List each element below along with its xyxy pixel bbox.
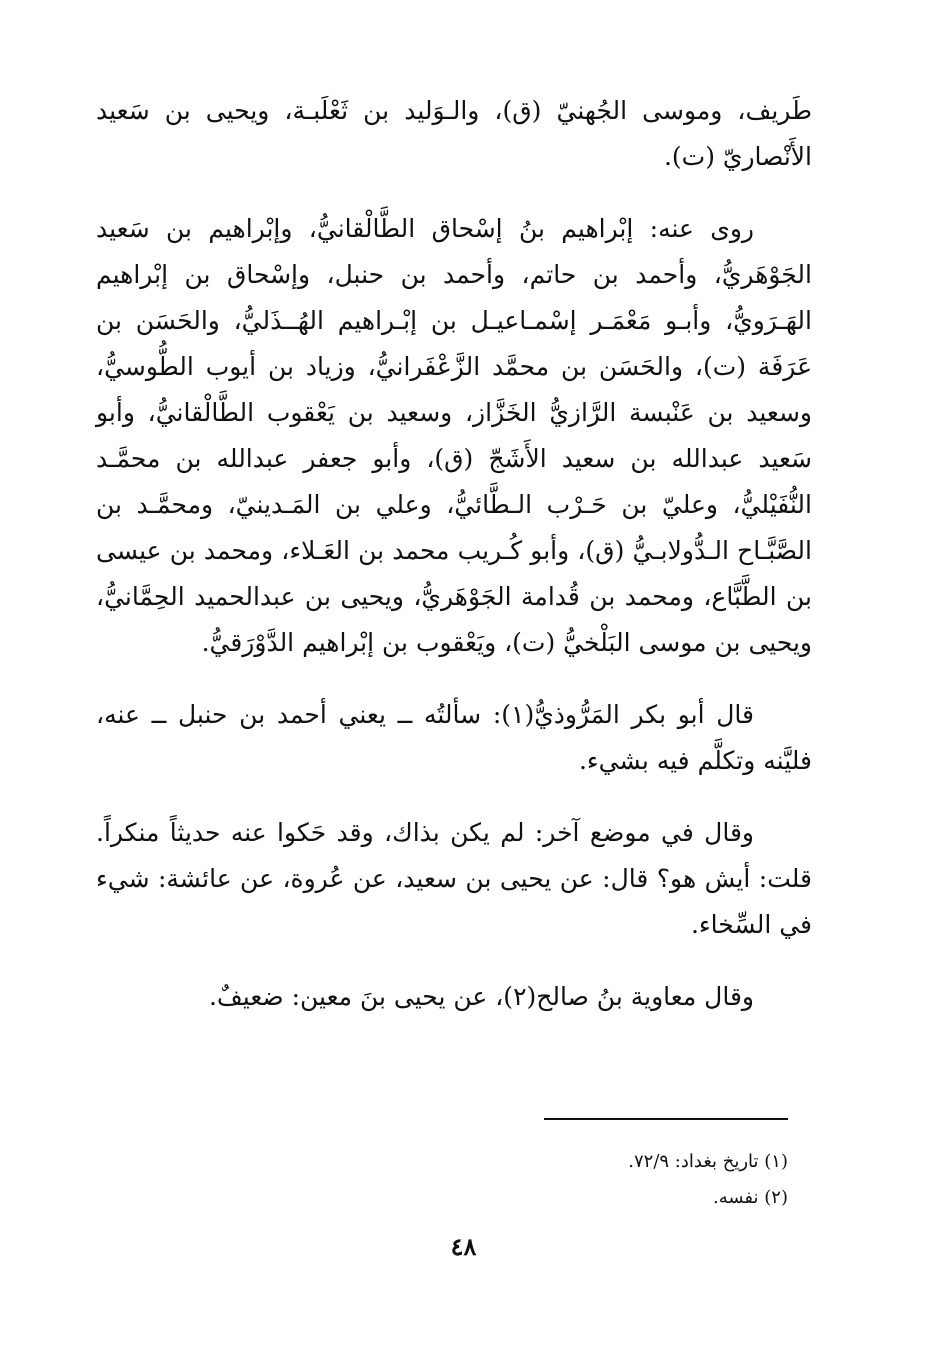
paragraph-marwazi-quote: قال أبو بكر المَرُّوذيُّ(١): سألتُه ــ يعني أحمد بن حنبل ــ عنه، فليَّنه وتكلَّم فيه بشيء.	[96, 700, 812, 775]
paragraph-continuation: طَريف، وموسى الجُهنيّ (ق)، والـوَليد بن ثَعْلَبـة، ويحيى بن سَعيد الأَنْصاريّ (ت).	[96, 96, 812, 171]
footnote-divider	[544, 1118, 788, 1120]
footnote-2: (٢) نفسه.	[713, 1187, 788, 1208]
page-number: ٤٨	[450, 1232, 477, 1261]
paragraph-narrators: روى عنه: إبْراهيم بنُ إسْحاق الطَّالْقانيُّ، وإبْراهيم بن سَعيد الجَوْهَريُّ، وأحمد بن حاتم، وأحمد بن حنبل، وإسْحاق بن إبْراهيم الهَـرَويُّ، وأبـو مَعْمَـر إسْمـاعيـل بن إبْـراهيم الهُــذَليُّ، والحَسَن بن عَرَفَة (ت)، والحَسَن بن محمَّد الزَّعْفَرانيُّ، وزياد بن أيوب الطُّوسيُّ، وسعيد بن عَنْبسة الرَّازيُّ الخَزَّاز، وسعيد بن يَعْقوب الطَّالْقانيُّ، وأبو سَعيد عبدالله بن سعيد الأَشَجّ (ق)، وأبو جعفر عبدالله بن محمَّـد النُّفَيْليُّ، وعليّ بن حَـرْب الـطَّائيُّ، وعلي بن المَـدينيّ، ومحمَّـد بن الصَّبَّـاح الـدُّولابـيُّ (ق)، وأبو كُـريب محمد بن العَـلاء، ومحمد بن عيسى بن الطَّبَّاع، ومحمد بن قُدامة الجَوْهَريُّ، ويحيى بن عبدالحميد الحِمَّانيُّ، ويحيى بن موسى البَلْخيُّ (ت)، ويَعْقوب بن إبْراهيم الدَّوْرَقيُّ.	[96, 214, 812, 657]
paragraph-another-place: وقال في موضع آخر: لم يكن بذاك، وقد حَكوا عنه حديثاً منكراً. قلت: أيش هو؟ قال: عن يحيى بن سعيد، عن عُروة، عن عائشة: شيء في السِّخاء.	[96, 818, 812, 939]
paragraph-ibn-maeen: وقال معاوية بنُ صالح(٢)، عن يحيى بنَ معين: ضعيفٌ.	[208, 982, 754, 1011]
footnote-1: (١) تاريخ بغداد: ٧٢/٩.	[628, 1151, 788, 1172]
main-text	[96, 88, 812, 1020]
footnotes	[96, 1144, 788, 1216]
